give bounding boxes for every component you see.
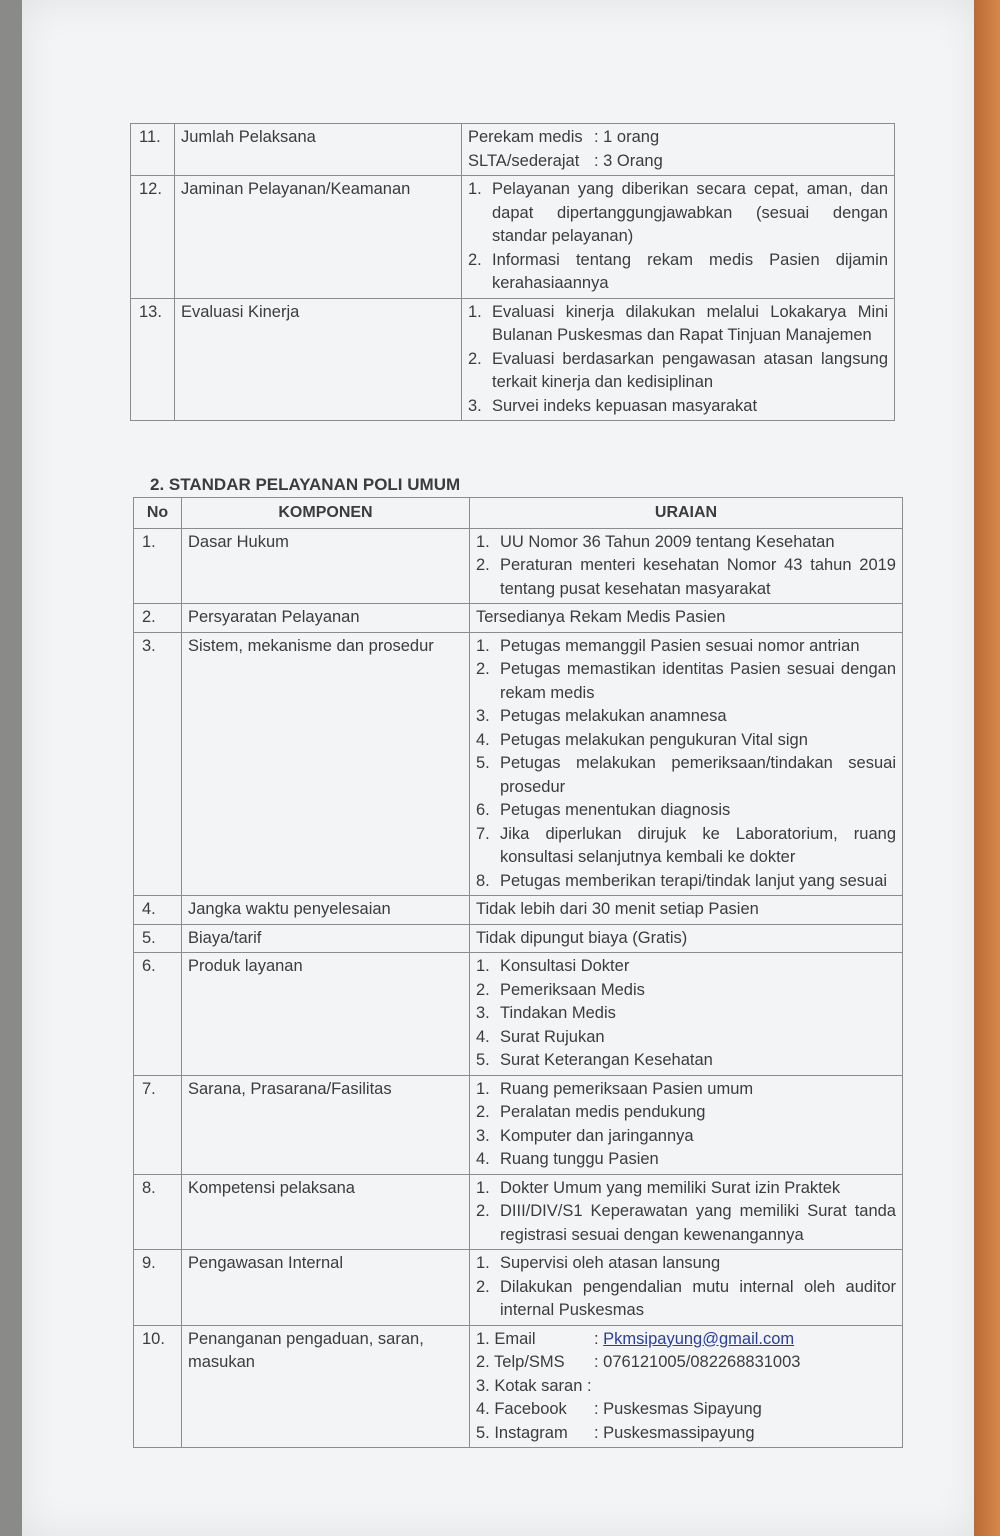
row-description bbox=[470, 632, 903, 896]
row-description bbox=[470, 1250, 903, 1326]
list-item: 2. Dilakukan pengendalian mutu internal oleh auditor internal Puskesmas bbox=[476, 1277, 896, 1319]
row-number: 5. bbox=[134, 924, 182, 953]
table-row bbox=[131, 176, 895, 299]
row-description bbox=[462, 124, 895, 176]
service-table-continued bbox=[130, 123, 895, 421]
section-title: 2. STANDAR PELAYANAN POLI UMUM bbox=[150, 475, 461, 494]
list-item: 2. Petugas memastikan identitas Pasien sesuai dengan rekam medis bbox=[476, 660, 896, 702]
table-header-row bbox=[134, 498, 903, 529]
list-item: 6. Petugas menentukan diagnosis bbox=[476, 801, 731, 819]
list-item: 3. Komputer dan jaringannya bbox=[476, 1126, 694, 1145]
row-component: Jaminan Pelayanan/Keamanan bbox=[175, 176, 462, 299]
list-item: 5. Petugas melakukan pemeriksaan/tindakan sesuai prosedur bbox=[476, 754, 896, 796]
header-komponen: KOMPONEN bbox=[182, 498, 470, 529]
row-number: 2. bbox=[134, 604, 182, 633]
contact-facebook: 4. Facebook : Puskesmas Sipayung bbox=[476, 1400, 762, 1418]
row-component: Penanganan pengaduan, saran, masukan bbox=[182, 1325, 470, 1448]
row-description: Tidak dipungut biaya (Gratis) bbox=[470, 924, 903, 953]
list-item: 1. Ruang pemeriksaan Pasien umum bbox=[476, 1079, 754, 1098]
table-row bbox=[134, 1250, 903, 1326]
list-item: 2. Pemeriksaan Medis bbox=[476, 980, 645, 999]
row-component: Biaya/tarif bbox=[182, 924, 470, 953]
list-item: 8. Petugas memberikan terapi/tindak lanjut yang sesuai bbox=[476, 871, 888, 890]
pair-value: : 3 Orang bbox=[594, 151, 663, 170]
pair-key: Perekam medis bbox=[468, 128, 583, 146]
row-component: Sistem, mekanisme dan prosedur bbox=[182, 632, 470, 896]
list-item: 4. Ruang tunggu Pasien bbox=[476, 1150, 659, 1168]
list-item: 2. Peraturan menteri kesehatan Nomor 43 tahun 2019 tentang pusat kesehatan masyarakat bbox=[476, 556, 896, 598]
row-component: Dasar Hukum bbox=[182, 528, 470, 604]
row-number: 11. bbox=[131, 124, 175, 176]
list-item: 1. UU Nomor 36 Tahun 2009 tentang Kesehatan bbox=[476, 532, 835, 551]
list-item: 1. Evaluasi kinerja dilakukan melalui Lokakarya Mini Bulanan Puskesmas dan Rapat Tinjuan Manajemen bbox=[468, 302, 888, 344]
row-number: 7. bbox=[134, 1075, 182, 1174]
table-row bbox=[134, 953, 903, 1076]
table-row bbox=[134, 896, 903, 925]
table-row bbox=[131, 298, 895, 421]
list-item: 1. Dokter Umum yang memiliki Surat izin Praktek bbox=[476, 1178, 841, 1197]
list-item: 2. Informasi tentang rekam medis Pasien dijamin kerahasiaannya bbox=[468, 250, 888, 292]
table-row bbox=[134, 1325, 903, 1448]
list-item: 1. Supervisi oleh atasan lansung bbox=[476, 1254, 721, 1272]
table-row bbox=[134, 528, 903, 604]
row-description bbox=[470, 1325, 903, 1448]
row-description bbox=[470, 528, 903, 604]
row-component: Kompetensi pelaksana bbox=[182, 1174, 470, 1250]
table-row bbox=[131, 124, 895, 176]
list-item: 3. Survei indeks kepuasan masyarakat bbox=[468, 396, 758, 415]
list-item: 2. DIII/DIV/S1 Keperawatan yang memiliki Surat tanda registrasi sesuai dengan kewenangannya bbox=[476, 1202, 896, 1244]
pair-key: SLTA/sederajat bbox=[468, 151, 580, 170]
row-number: 1. bbox=[134, 528, 182, 604]
table-row bbox=[134, 604, 903, 633]
list-item: 1. Konsultasi Dokter bbox=[476, 957, 630, 975]
background-edge bbox=[974, 0, 1000, 1536]
list-item: 2. Peralatan medis pendukung bbox=[476, 1103, 706, 1121]
row-number: 6. bbox=[134, 953, 182, 1076]
row-description: Tersedianya Rekam Medis Pasien bbox=[470, 604, 903, 633]
row-description bbox=[462, 298, 895, 421]
row-number: 8. bbox=[134, 1174, 182, 1250]
row-component: Persyaratan Pelayanan bbox=[182, 604, 470, 633]
list-item: 4. Surat Rujukan bbox=[476, 1027, 605, 1046]
table-row bbox=[134, 1174, 903, 1250]
row-component: Pengawasan Internal bbox=[182, 1250, 470, 1326]
contact-email: 1. Email : Pkmsipayung@gmail.com bbox=[476, 1329, 795, 1348]
list-item: 7. Jika diperlukan dirujuk ke Laboratorium, ruang konsultasi selanjutnya kembali ke dokter bbox=[476, 824, 896, 866]
row-component: Produk layanan bbox=[182, 953, 470, 1076]
row-number: 13. bbox=[131, 298, 175, 421]
list-item: 5. Surat Keterangan Kesehatan bbox=[476, 1051, 713, 1069]
list-item: 1. Petugas memanggil Pasien sesuai nomor antrian bbox=[476, 636, 860, 655]
header-no: No bbox=[134, 498, 182, 529]
list-item: 2. Evaluasi berdasarkan pengawasan atasan langsung terkait kinerja dan kedisiplinan bbox=[468, 349, 888, 391]
row-number: 12. bbox=[131, 176, 175, 299]
row-description bbox=[470, 1075, 903, 1174]
table-row bbox=[134, 924, 903, 953]
table-row bbox=[134, 1075, 903, 1174]
row-component: Jangka waktu penyelesaian bbox=[182, 896, 470, 925]
row-description bbox=[470, 1174, 903, 1250]
contact-box: 3. Kotak saran : bbox=[476, 1376, 592, 1395]
row-number: 4. bbox=[134, 896, 182, 925]
contact-instagram: 5. Instagram : Puskesmassipayung bbox=[476, 1423, 755, 1442]
row-number: 10. bbox=[134, 1325, 182, 1448]
contact-phone: 2. Telp/SMS : 076121005/082268831003 bbox=[476, 1353, 801, 1371]
row-description bbox=[462, 176, 895, 299]
row-description: Tidak lebih dari 30 menit setiap Pasien bbox=[470, 896, 903, 925]
row-component: Evaluasi Kinerja bbox=[175, 298, 462, 421]
list-item: 4. Petugas melakukan pengukuran Vital sign bbox=[476, 730, 808, 749]
table-row bbox=[134, 632, 903, 896]
row-description bbox=[470, 953, 903, 1076]
row-number: 9. bbox=[134, 1250, 182, 1326]
header-uraian: URAIAN bbox=[470, 498, 903, 529]
pair-value: : 1 orang bbox=[594, 128, 660, 146]
row-component: Jumlah Pelaksana bbox=[175, 124, 462, 176]
list-item: 1. Pelayanan yang diberikan secara cepat, aman, dan dapat dipertanggungjawabkan (sesuai dengan standar pelayanan) bbox=[468, 180, 888, 245]
email-link[interactable]: Pkmsipayung@gmail.com bbox=[603, 1329, 795, 1348]
row-component: Sarana, Prasarana/Fasilitas bbox=[182, 1075, 470, 1174]
list-item: 3. Tindakan Medis bbox=[476, 1004, 616, 1022]
list-item: 3. Petugas melakukan anamnesa bbox=[476, 707, 727, 725]
row-number: 3. bbox=[134, 632, 182, 896]
poli-umum-table bbox=[133, 497, 903, 1448]
